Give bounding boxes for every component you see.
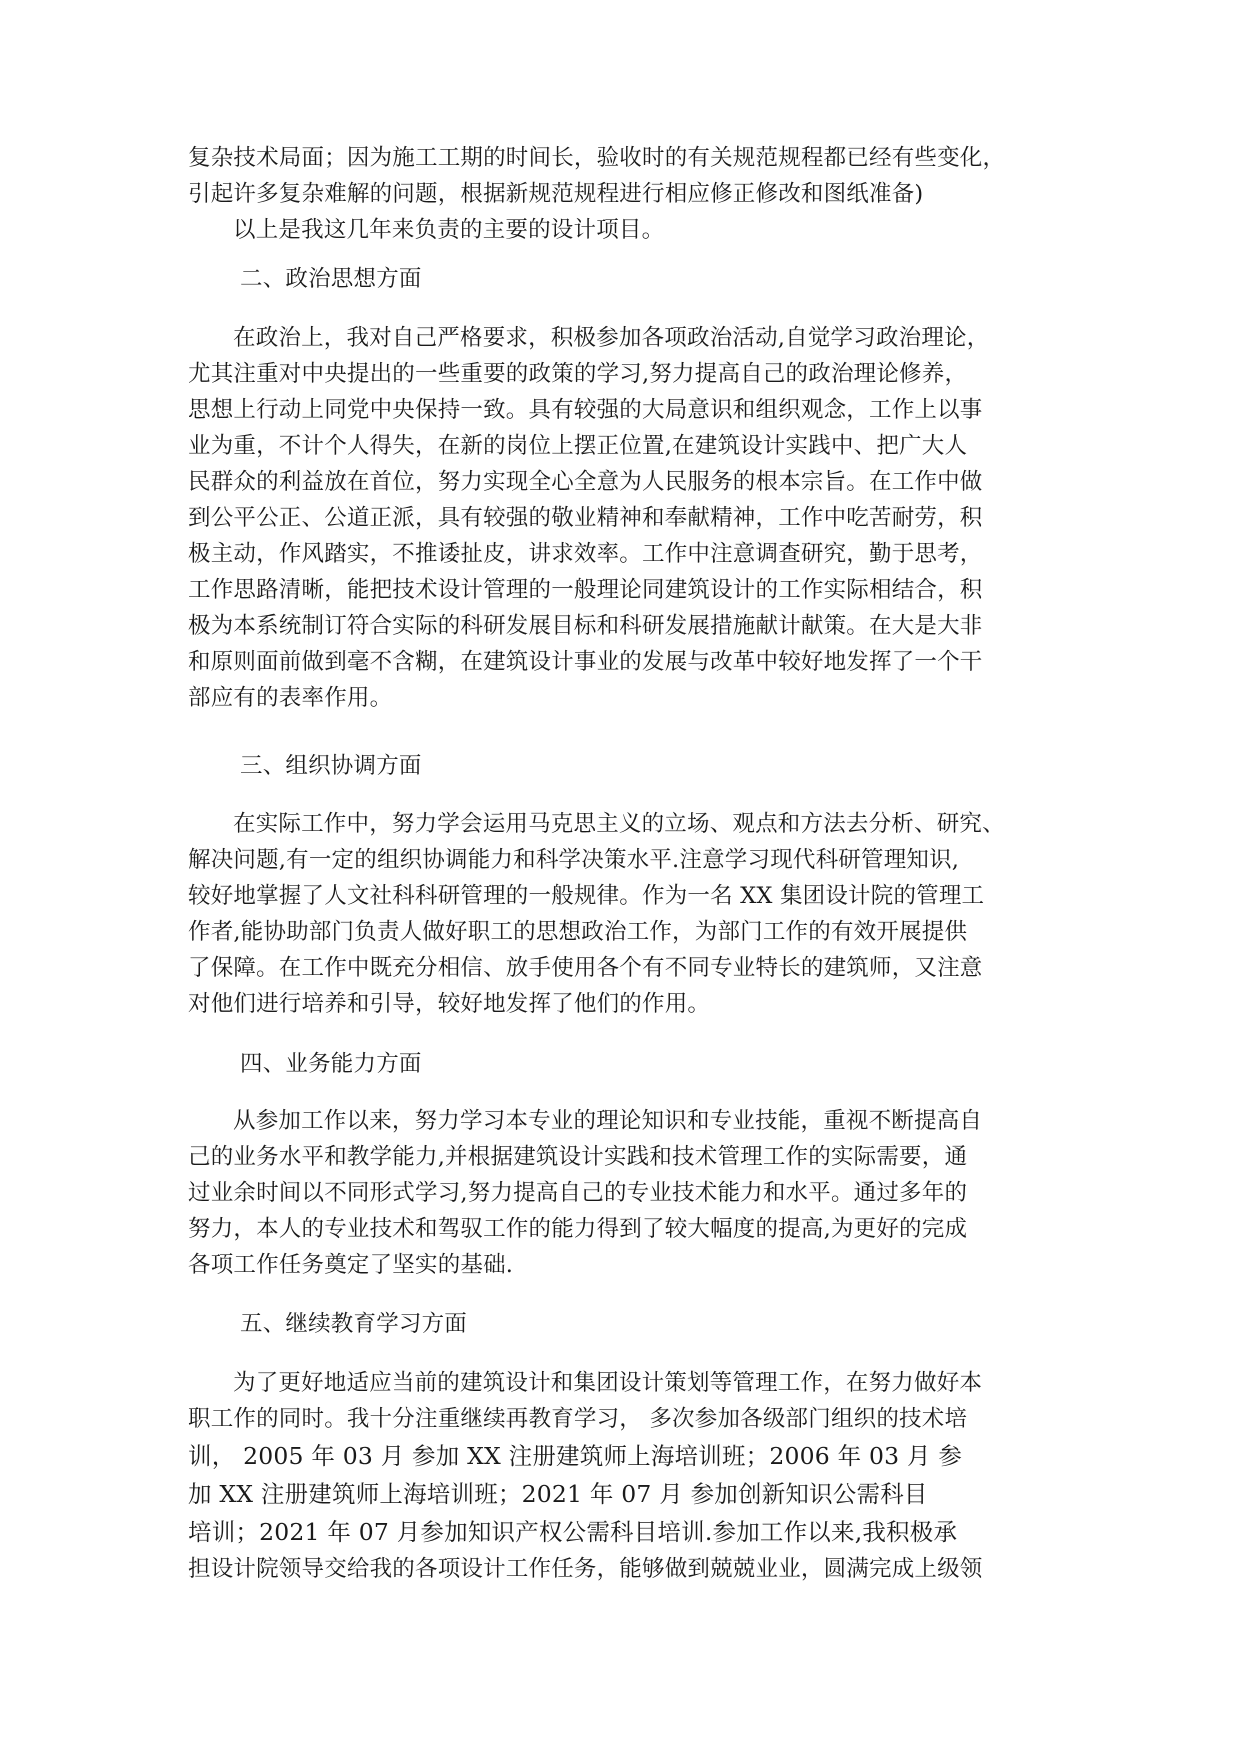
paragraph-line: 思想上行动上同党中央保持一致。具有较强的大局意识和组织观念，工作上以事 bbox=[188, 397, 983, 423]
paragraph-line: 训， 2005 年 03 月 参加 XX 注册建筑师上海培训班；2006 年 03 月 参 bbox=[188, 1442, 963, 1470]
paragraph-line: 过业余时间以不同形式学习,努力提高自己的专业技术能力和水平。通过多年的 bbox=[188, 1180, 968, 1206]
paragraph-line: 己的业务水平和教学能力,并根据建筑设计实践和技术管理工作的实际需要，通 bbox=[188, 1144, 968, 1170]
paragraph-line: 了保障。在工作中既充分相信、放手使用各个有不同专业特长的建筑师，又注意 bbox=[188, 955, 983, 981]
paragraph-line: 努力，本人的专业技术和驾驭工作的能力得到了较大幅度的提高,为更好的完成 bbox=[188, 1216, 968, 1242]
paragraph-line: 对他们进行培养和引导，较好地发挥了他们的作用。 bbox=[188, 991, 711, 1017]
paragraph-line: 较好地掌握了人文社科科研管理的一般规律。作为一名 XX 集团设计院的管理工 bbox=[188, 883, 985, 909]
section-heading: 三、组织协调方面 bbox=[240, 753, 422, 779]
paragraph-line: 在实际工作中，努力学会运用马克思主义的立场、观点和方法去分析、研究、 bbox=[233, 811, 1005, 837]
intro-line: 复杂技术局面；因为施工工期的时间长，验收时的有关规范规程都已经有些变化， bbox=[188, 145, 1006, 171]
paragraph-line: 和原则面前做到毫不含糊，在建筑设计事业的发展与改革中较好地发挥了一个干 bbox=[188, 649, 983, 675]
paragraph-line: 部应有的表率作用。 bbox=[188, 685, 393, 711]
paragraph-line: 作者,能协助部门负责人做好职工的思想政治工作，为部门工作的有效开展提供 bbox=[188, 919, 968, 945]
paragraph-line: 极主动，作风踏实，不推诿扯皮，讲求效率。工作中注意调查研究，勤于思考， bbox=[188, 541, 983, 567]
section-heading-coordination bbox=[188, 748, 1058, 784]
paragraph-line: 工作思路清晰，能把技术设计管理的一般理论同建筑设计的工作实际相结合，积 bbox=[188, 577, 983, 603]
paragraph-line: 在政治上，我对自己严格要求，积极参加各项政治活动,自觉学习政治理论， bbox=[233, 325, 990, 351]
intro-block bbox=[188, 140, 1058, 248]
section-body-politics bbox=[188, 320, 1058, 716]
paragraph-line: 培训；2021 年 07 月参加知识产权公需科目培训.参加工作以来,我积极承 bbox=[188, 1518, 958, 1546]
paragraph-line: 解决问题,有一定的组织协调能力和科学决策水平.注意学习现代科研管理知识, bbox=[188, 847, 960, 873]
paragraph-line: 尤其注重对中央提出的一些重要的政策的学习,努力提高自己的政治理论修养， bbox=[188, 361, 968, 387]
section-heading: 四、业务能力方面 bbox=[240, 1051, 422, 1077]
intro-line: 引起许多复杂难解的问题，根据新规范规程进行相应修正修改和图纸准备) bbox=[188, 181, 924, 207]
paragraph-line: 极为本系统制订符合实际的科研发展目标和科研发展措施献计献策。在大是大非 bbox=[188, 613, 983, 639]
paragraph-line: 加 XX 注册建筑师上海培训班；2021 年 07 月 参加创新知识公需科目 bbox=[188, 1480, 928, 1508]
intro-line: 以上是我这几年来负责的主要的设计项目。 bbox=[233, 217, 665, 243]
paragraph-line: 各项工作任务奠定了坚实的基础. bbox=[188, 1252, 514, 1278]
section-heading: 五、继续教育学习方面 bbox=[240, 1311, 468, 1337]
paragraph-line: 业为重，不计个人得失，在新的岗位上摆正位置,在建筑设计实践中、把广大人 bbox=[188, 433, 968, 459]
paragraph-line: 职工作的同时。我十分注重继续再教育学习， 多次参加各级部门组织的技术培 bbox=[188, 1406, 968, 1432]
paragraph-line: 从参加工作以来，努力学习本专业的理论知识和专业技能，重视不断提高自 bbox=[233, 1108, 983, 1134]
paragraph-line: 到公平公正、公道正派，具有较强的敬业精神和奉献精神，工作中吃苦耐劳，积 bbox=[188, 505, 983, 531]
section-heading-business bbox=[188, 1046, 1058, 1082]
section-heading: 二、政治思想方面 bbox=[240, 266, 422, 292]
paragraph-line: 为了更好地适应当前的建筑设计和集团设计策划等管理工作，在努力做好本 bbox=[233, 1370, 983, 1396]
section-heading-politics bbox=[188, 261, 1058, 297]
section-body-business bbox=[188, 1103, 1058, 1283]
section-heading-education bbox=[188, 1306, 1058, 1342]
paragraph-line: 民群众的利益放在首位，努力实现全心全意为人民服务的根本宗旨。在工作中做 bbox=[188, 469, 983, 495]
paragraph-line: 担设计院领导交给我的各项设计工作任务，能够做到兢兢业业，圆满完成上级领 bbox=[188, 1556, 983, 1582]
section-body-education bbox=[188, 1365, 1058, 1587]
section-body-coordination bbox=[188, 806, 1058, 1022]
